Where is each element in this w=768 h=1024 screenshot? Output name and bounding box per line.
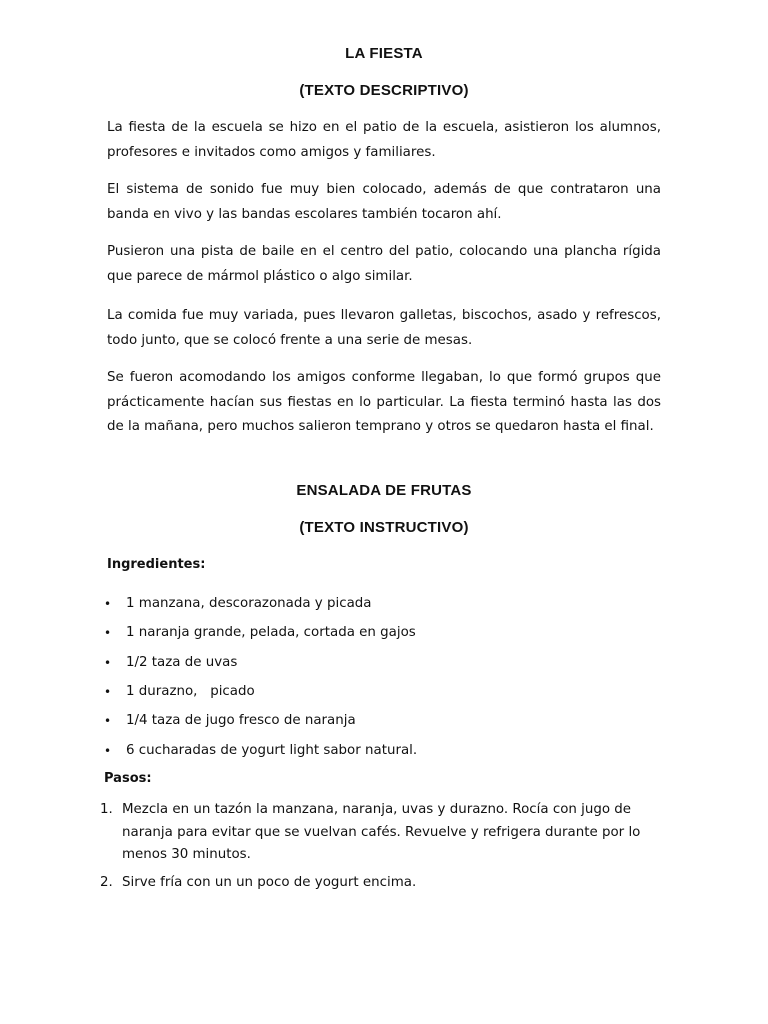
paragraph-3: Pusieron una pista de baile en el centro del patio, colocando una plancha rígida que parece de mármol plástico o algo similar. (107, 244, 661, 284)
ingredient-text: 6 cucharadas de yogurt light sabor natural. (126, 743, 418, 758)
step-number: 1. (100, 802, 113, 817)
ingredient-text: 1/4 taza de jugo fresco de naranja (126, 713, 356, 728)
step-text: Mezcla en un tazón la manzana, naranja, uvas y durazno. Rocía con jugo de naranja para evitar que se vuelvan cafés. Revuelve y refrigera durante por lo menos 30 minutos. (122, 802, 641, 862)
paragraph-5: Se fueron acomodando los amigos conforme llegaban, lo que formó grupos que prácticamente hacían sus fiestas en lo particular. La fiesta terminó hasta las dos de la mañana, pero muchos salieron temprano y otros se quedaron hasta el final. (107, 370, 661, 434)
step-number: 2. (100, 875, 113, 890)
subtitle-texto-instructivo: (TEXTO INSTRUCTIVO) (299, 519, 469, 536)
bullet-icon: • (104, 597, 112, 611)
bullet-icon: • (104, 714, 112, 728)
title-ensalada-de-frutas: ENSALADA DE FRUTAS (296, 482, 472, 499)
title-la-fiesta: LA FIESTA (345, 45, 423, 62)
ingredient-text: 1 manzana, descorazonada y picada (126, 596, 372, 611)
bullet-icon: • (104, 685, 112, 699)
paragraph-1: La fiesta de la escuela se hizo en el patio de la escuela, asistieron los alumnos, profesores e invitados como amigos y familiares. (107, 120, 661, 160)
subtitle-texto-descriptivo: (TEXTO DESCRIPTIVO) (299, 82, 469, 99)
ingredient-text: 1 durazno, picado (126, 684, 255, 699)
ingredient-text: 1 naranja grande, pelada, cortada en gajos (126, 625, 416, 640)
paragraph-4: La comida fue muy variada, pues llevaron galletas, biscochos, asado y refrescos, todo junto, que se colocó frente a una serie de mesas. (107, 308, 661, 348)
bullet-icon: • (104, 626, 112, 640)
steps-label: Pasos: (104, 771, 152, 786)
step-text: Sirve fría con un un poco de yogurt encima. (122, 875, 417, 890)
ingredient-text: 1/2 taza de uvas (126, 655, 238, 670)
bullet-icon: • (104, 744, 112, 758)
ingredients-label: Ingredientes: (107, 557, 206, 572)
bullet-icon: • (104, 656, 112, 670)
paragraph-2: El sistema de sonido fue muy bien colocado, además de que contrataron una banda en vivo y las bandas escolares también tocaron ahí. (107, 182, 661, 222)
